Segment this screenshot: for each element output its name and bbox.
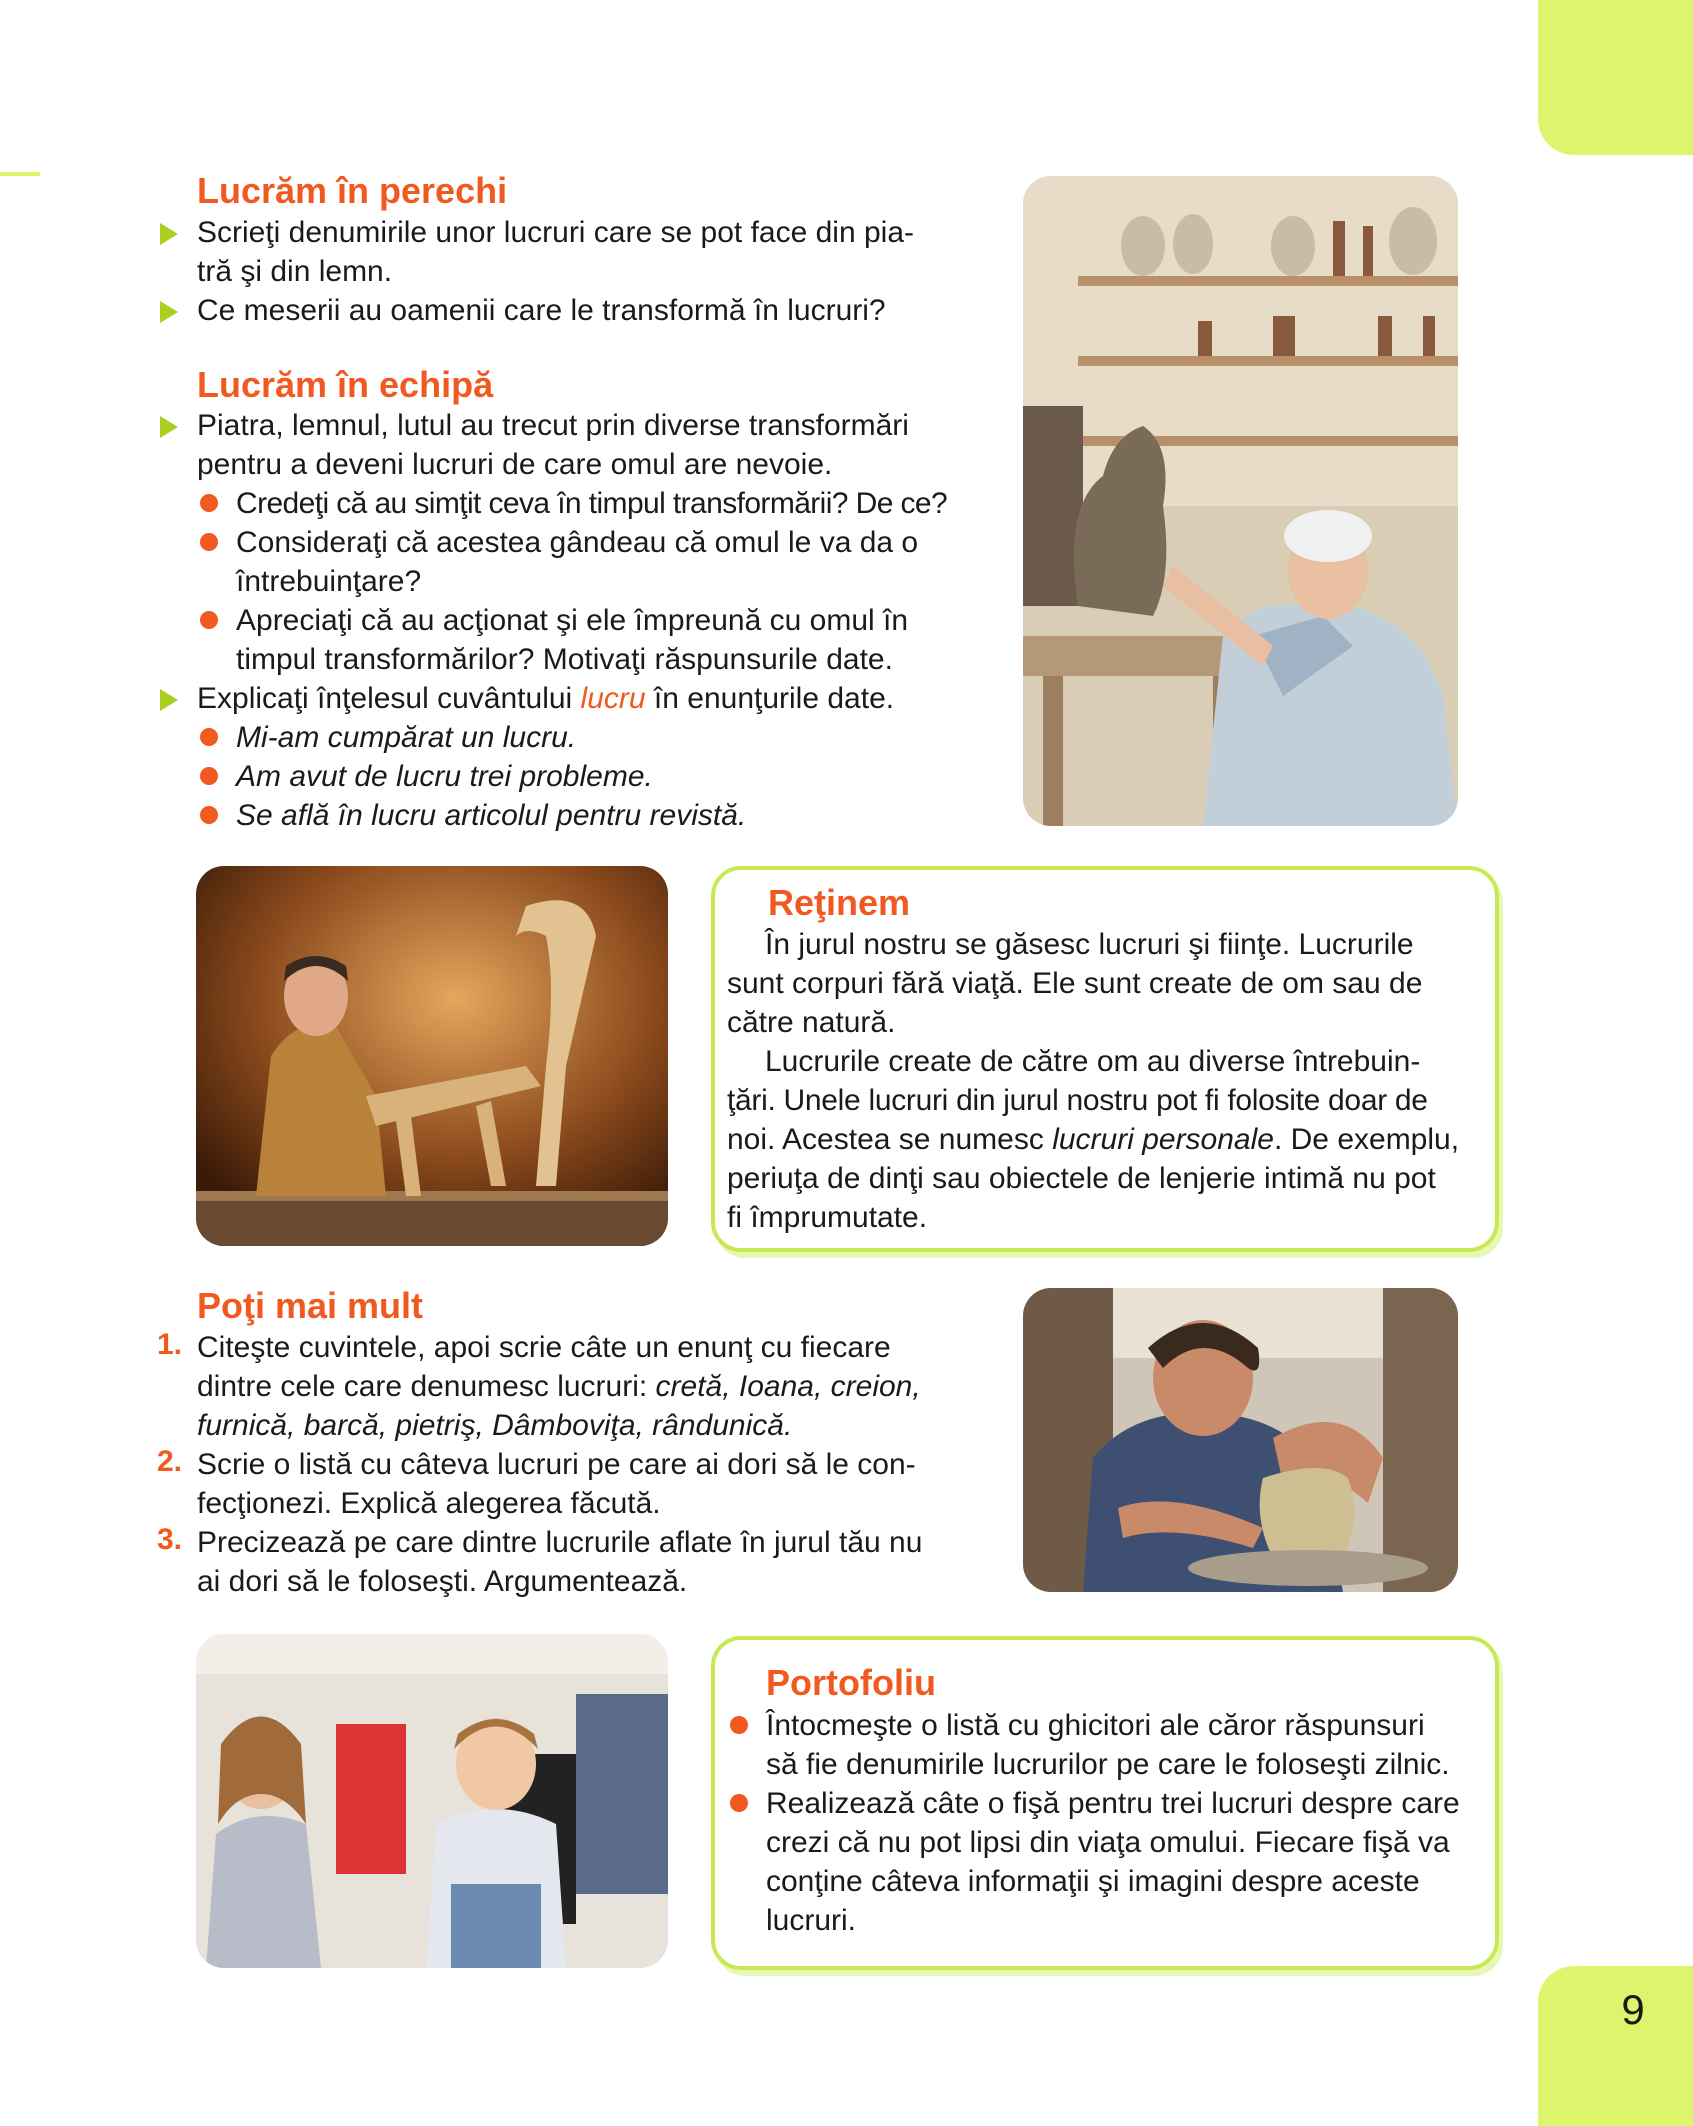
echipa-question-1: Credeţi că au simţit ceva în timpul transformării? De ce?: [236, 487, 948, 520]
bullet-dot-icon: [200, 533, 218, 551]
chair-maker-photo: [196, 866, 668, 1246]
poti-item-2-line-2: fecţionezi. Explică alegerea făcută.: [197, 1487, 661, 1520]
echipa-question-2-line-1: Consideraţi că acestea gândeau că omul le va da o: [236, 526, 919, 559]
poti-item-3-line-2: ai dori să le foloseşti. Argumentează.: [197, 1565, 688, 1598]
section-heading-poti: Poţi mai mult: [197, 1285, 424, 1326]
section-heading-perechi: Lucrăm în perechi: [197, 170, 508, 211]
echipa-question-3-line-1: Apreciaţi că au acţionat şi ele împreună cu omul în: [236, 604, 909, 637]
arrow-bullet-icon: [160, 223, 178, 245]
item-number: 3.: [157, 1523, 183, 1556]
explain-text-post: în enunţurile date.: [645, 682, 895, 715]
section-heading-retinem: Reţinem: [768, 882, 911, 923]
echipa-question-2-line-2: întrebuinţare?: [236, 565, 422, 598]
portofoliu-item-2-line-2: crezi că nu pot lipsi din viaţa omului. Fiecare fişă va: [766, 1826, 1450, 1859]
portofoliu-item-2-line-3: conţine câteva informaţii şi imagini despre aceste: [766, 1865, 1420, 1898]
section-heading-portofoliu: Portofoliu: [766, 1662, 936, 1703]
bullet-dot-icon: [200, 611, 218, 629]
retinem-italic-term: lucruri personale: [1052, 1123, 1274, 1156]
poti-item-1-line-3: furnică, barcă, pietriş, Dâmboviţa, rândunică.: [197, 1409, 793, 1442]
poti-item-1-line-1: Citeşte cuvintele, apoi scrie câte un enunţ cu fiecare: [197, 1331, 891, 1364]
poti-item-3-line-1: Precizează pe care dintre lucrurile aflate în jurul tău nu: [197, 1526, 923, 1559]
bullet-dot-icon: [730, 1794, 748, 1812]
portofoliu-item-2-line-4: lucruri.: [766, 1904, 857, 1937]
bullet-dot-icon: [730, 1716, 748, 1734]
echipa-explain: [197, 679, 957, 718]
perechi-item-2: Ce meserii au oamenii care le transformă în lucruri?: [197, 294, 886, 327]
bullet-dot-icon: [200, 767, 218, 785]
retinem-p2-line-2: ţări. Unele lucruri din jurul nostru pot fi folosite doar de: [727, 1084, 1428, 1117]
echipa-intro-line-1: Piatra, lemnul, lutul au trecut prin diverse transformări: [197, 409, 909, 442]
arrow-bullet-icon: [160, 689, 178, 711]
arrow-bullet-icon: [160, 301, 178, 323]
arrow-bullet-icon: [160, 416, 178, 438]
children-shopping-photo: [196, 1634, 668, 1968]
retinem-p2-line-3: [727, 1120, 1487, 1159]
perechi-item-1-line-1: Scrieţi denumirile unor lucruri care se pot face din pia-: [197, 216, 914, 249]
perechi-item-1-line-2: tră şi din lemn.: [197, 255, 393, 288]
poti-item-2-line-1: Scrie o listă cu câteva lucruri pe care ai dori să le con-: [197, 1448, 916, 1481]
poti-item-1-line-2: [197, 1367, 957, 1406]
explain-word: lucru: [580, 682, 646, 715]
echipa-sentence-3: Se află în lucru articolul pentru revistă.: [236, 799, 747, 832]
retinem-p2-line-4: periuţa de dinţi sau obiectele de lenjerie intimă nu pot: [727, 1162, 1436, 1195]
retinem-text: . De exemplu,: [1273, 1123, 1460, 1156]
poti-words: cretă, Ioana, creion,: [655, 1370, 921, 1403]
item-number: 1.: [157, 1328, 183, 1361]
sculptor-photo: [1023, 176, 1458, 826]
retinem-p1-line-1: În jurul nostru se găsesc lucruri şi fiinţe. Lucrurile: [765, 928, 1414, 961]
bullet-dot-icon: [200, 728, 218, 746]
bullet-dot-icon: [200, 494, 218, 512]
page-corner-tab: [1538, 0, 1693, 155]
retinem-p1-line-3: către natură.: [727, 1006, 896, 1039]
retinem-text: noi. Acestea se numesc: [727, 1123, 1053, 1156]
bullet-dot-icon: [200, 806, 218, 824]
retinem-p1-line-2: sunt corpuri fără viaţă. Ele sunt create de om sau de: [727, 967, 1423, 1000]
retinem-p2-line-1: Lucrurile create de către om au diverse întrebuin-: [765, 1045, 1421, 1078]
portofoliu-item-1-line-2: să fie denumirile lucrurilor pe care le foloseşti zilnic.: [766, 1748, 1450, 1781]
echipa-intro-line-2: pentru a deveni lucruri de care omul are nevoie.: [197, 448, 833, 481]
poti-text: dintre cele care denumesc lucruri:: [197, 1370, 656, 1403]
echipa-question-3-line-2: timpul transformărilor? Motivaţi răspunsurile date.: [236, 643, 893, 676]
explain-text-pre: Explicaţi înţelesul cuvântului: [197, 682, 581, 715]
retinem-p2-line-5: fi împrumutate.: [727, 1201, 928, 1234]
potter-photo: [1023, 1288, 1458, 1592]
section-heading-echipa: Lucrăm în echipă: [197, 364, 494, 405]
item-number: 2.: [157, 1445, 183, 1478]
portofoliu-item-2-line-1: Realizează câte o fişă pentru trei lucruri despre care: [766, 1787, 1460, 1820]
portofoliu-item-1-line-1: Întocmeşte o listă cu ghicitori ale căror răspunsuri: [766, 1709, 1425, 1742]
echipa-sentence-1: Mi-am cumpărat un lucru.: [236, 721, 577, 754]
page-number: 9: [1621, 1986, 1645, 2033]
echipa-sentence-2: Am avut de lucru trei probleme.: [236, 760, 653, 793]
margin-mark: [0, 172, 40, 176]
